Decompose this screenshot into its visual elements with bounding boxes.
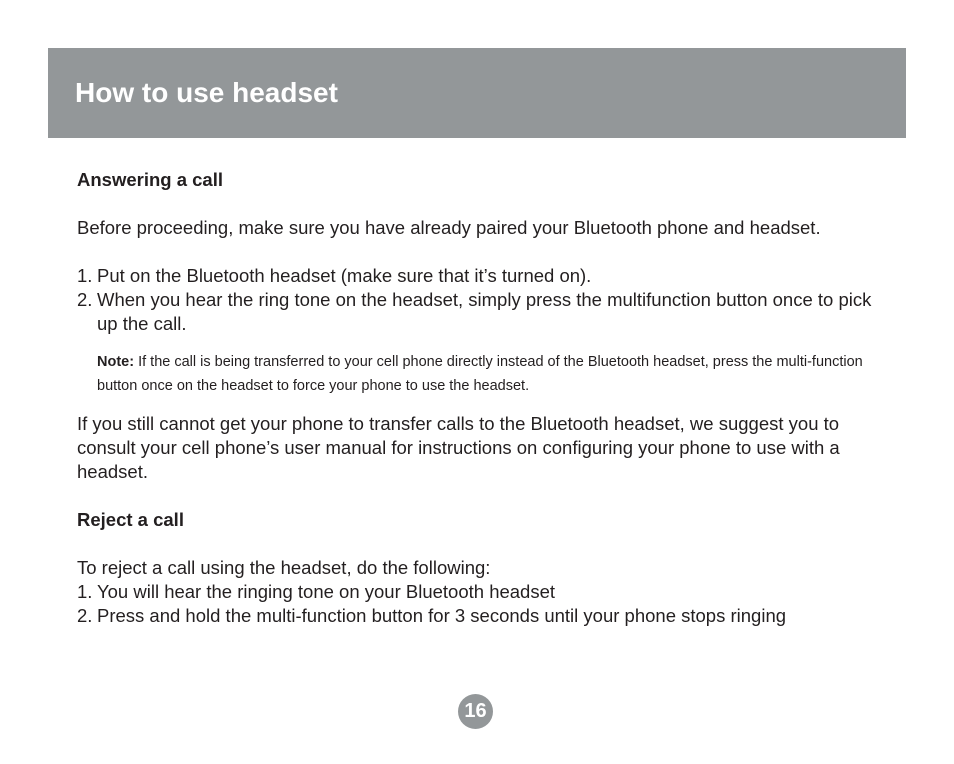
spacer: [77, 240, 887, 264]
answering-heading: Answering a call: [77, 169, 223, 190]
answering-steps: [77, 264, 887, 336]
step-text: Put on the Bluetooth headset (make sure that it’s turned on).: [97, 265, 592, 286]
step-number: 2.: [77, 289, 93, 310]
spacer: [77, 398, 887, 412]
spacer: [77, 484, 887, 508]
reject-steps: [77, 580, 887, 628]
step-number: 1.: [77, 581, 93, 602]
header-bar: [48, 48, 906, 138]
step-number: 1.: [77, 265, 93, 286]
step-number: 2.: [77, 605, 93, 626]
note-text: If the call is being transferred to your cell phone directly instead of the Bluetooth headset, press the multi-function button once on the headset to force your phone to use the headset.: [97, 354, 863, 394]
answering-followup: If you still cannot get your phone to transfer calls to the Bluetooth headset, we suggest you to consult your cell phone’s user manual for instructions on configuring your phone to use with a headset.: [77, 413, 840, 482]
reject-heading: Reject a call: [77, 509, 184, 530]
step-text: When you hear the ring tone on the headset, simply press the multifunction button once to pick up the call.: [97, 289, 872, 334]
spacer: [77, 532, 887, 556]
spacer: [77, 192, 887, 216]
note-label: Note:: [97, 354, 135, 370]
page-number-badge: 16: [458, 694, 493, 729]
step-text: You will hear the ringing tone on your Bluetooth headset: [97, 581, 556, 602]
note: [97, 350, 887, 398]
reject-intro: To reject a call using the headset, do the following:: [77, 557, 491, 578]
page-title: How to use headset: [75, 77, 338, 108]
main-content: [77, 168, 887, 628]
list-item: [77, 580, 887, 604]
step-text: Press and hold the multi-function button for 3 seconds until your phone stops ringing: [97, 605, 787, 626]
list-item: [77, 604, 887, 628]
list-item: [77, 264, 887, 288]
answering-intro: Before proceeding, make sure you have already paired your Bluetooth phone and headset.: [77, 217, 821, 238]
list-item: [77, 288, 887, 336]
